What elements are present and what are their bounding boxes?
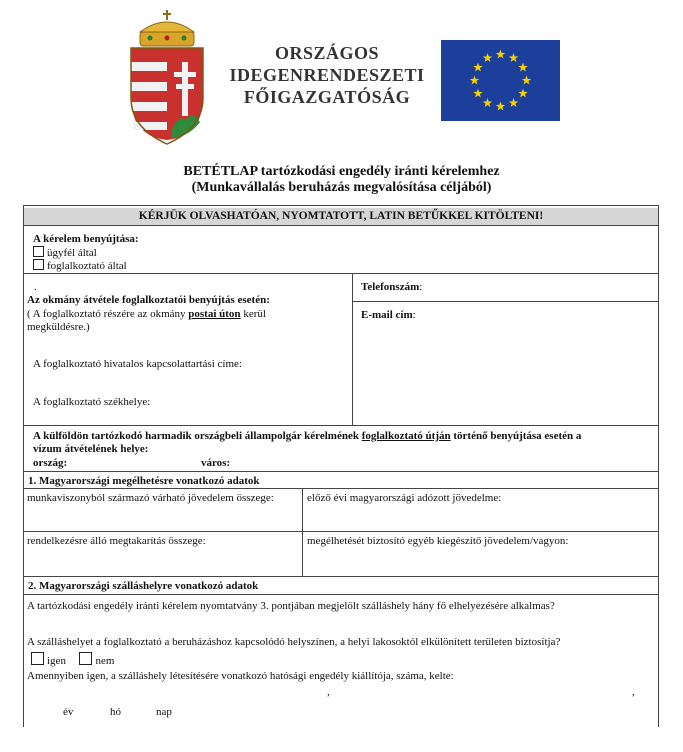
yes-no-options <box>31 652 114 668</box>
notice-text: KÉRJÜK OLVASHATÓAN, NYOMTATOTT, LATIN BETŰKKEL KITÖLTENI! <box>138 210 544 222</box>
eu-flag <box>441 40 560 121</box>
abroad-text <box>33 430 653 443</box>
yes-label: igen <box>47 655 66 667</box>
employer-note-prefix: ( A foglalkoztató részére az okmány <box>27 308 189 320</box>
email-label: E-mail cím <box>361 309 413 321</box>
abroad-text-prefix: A külföldön tartózkodó harmadik országbeli állampolgár kérelmének <box>33 430 362 442</box>
date-year[interactable]: év <box>63 706 74 718</box>
expected-income-field[interactable]: munkaviszonyból származó várható jövedelem összege: <box>27 492 274 504</box>
employer-note-postal: postai úton <box>188 308 241 320</box>
permit-question: Amennyiben igen, a szálláshely létesítésére vonatkozó hatósági engedély kiállítója, száma, kelte: <box>27 670 454 682</box>
option-client-label: ügyfél által <box>47 247 97 259</box>
star-icon <box>483 53 493 62</box>
star-icon <box>518 89 528 98</box>
official-address-label: A foglalkoztató hivatalos kapcsolattartási címe: <box>33 358 242 370</box>
star-icon <box>470 76 480 85</box>
no-label: nem <box>95 655 115 667</box>
phone-label: Telefonszám <box>361 281 420 293</box>
permit-comma-2: , <box>632 686 635 698</box>
star-icon <box>473 63 483 72</box>
authority-line-2: IDEGENRENDESZETI <box>229 65 425 85</box>
city-field[interactable]: város: <box>201 457 231 469</box>
phone-field[interactable] <box>361 281 422 294</box>
phone-colon: : <box>419 281 423 293</box>
submission-option-employer[interactable] <box>33 259 127 273</box>
form-title-line-1: BETÉTLAP tartózkodási engedély iránti kérelemhez <box>183 164 500 179</box>
checkbox-employer[interactable] <box>33 259 44 270</box>
submission-label: A kérelem benyújtása: <box>33 233 139 245</box>
dot-mark: . <box>34 281 37 293</box>
separate-area-question: A szálláshelyet a foglalkoztató a beruházáshoz kapcsolódó helyszínen, a helyi lakosoktól elkülönített területen biztosítja? <box>27 636 561 648</box>
notice-bar <box>24 208 658 225</box>
authority-line-3: FŐIGAZGATÓSÁG <box>243 87 411 107</box>
abroad-line2: vízum átvételének helye: <box>33 443 149 455</box>
option-employer-label: foglalkoztató által <box>47 260 127 272</box>
abroad-text-suffix: történő benyújtása esetén a <box>450 430 582 442</box>
submission-option-client[interactable] <box>33 246 97 260</box>
employer-heading: Az okmány átvétele foglalkoztatói benyújtás esetén: <box>27 294 270 306</box>
section2-title: 2. Magyarországi szálláshelyre vonatkozó adatok <box>28 580 259 592</box>
country-field[interactable]: ország: <box>33 457 68 469</box>
star-icon <box>522 76 532 85</box>
date-day[interactable]: nap <box>156 706 172 718</box>
email-colon: : <box>412 309 416 321</box>
abroad-text-underlined: foglalkoztató útján <box>361 430 451 442</box>
form-title-line-2: (Munkavállalás beruházás megvalósítása céljából) <box>191 180 492 195</box>
checkbox-client[interactable] <box>33 246 44 257</box>
star-icon <box>473 89 483 98</box>
other-income-field[interactable]: megélhetését biztosító egyéb kiegészítő jövedelem/vagyon: <box>307 535 569 547</box>
capacity-question: A tartózkodási engedély iránti kérelem nyomtatvány 3. pontjában megjelölt szálláshely hány fő elhelyezésére alkalmas? <box>27 600 555 612</box>
email-field[interactable] <box>361 309 416 322</box>
savings-field[interactable]: rendelkezésre álló megtakarítás összege: <box>27 535 206 547</box>
employer-note <box>27 308 347 321</box>
star-icon <box>518 63 528 72</box>
star-icon <box>509 98 519 107</box>
eu-stars <box>441 40 560 121</box>
checkbox-yes[interactable] <box>31 652 44 665</box>
form-title <box>0 164 683 196</box>
coat-of-arms <box>126 10 208 152</box>
previous-income-field[interactable]: előző évi magyarországi adózott jövedelme: <box>307 492 502 504</box>
section1-title: 1. Magyarországi megélhetésre vonatkozó adatok <box>28 475 260 487</box>
checkbox-no[interactable] <box>79 652 92 665</box>
authority-line-1: ORSZÁGOS <box>274 43 380 63</box>
permit-comma-1: , <box>327 686 330 698</box>
date-month[interactable]: hó <box>110 706 121 718</box>
star-icon <box>509 53 519 62</box>
employer-note-line2: megküldésre.) <box>27 321 90 333</box>
star-icon <box>483 98 493 107</box>
employer-note-suffix: kerül <box>240 308 266 320</box>
seat-label: A foglalkoztató székhelye: <box>33 396 151 408</box>
authority-name <box>222 42 432 108</box>
star-icon <box>496 102 506 111</box>
star-icon <box>496 50 506 59</box>
